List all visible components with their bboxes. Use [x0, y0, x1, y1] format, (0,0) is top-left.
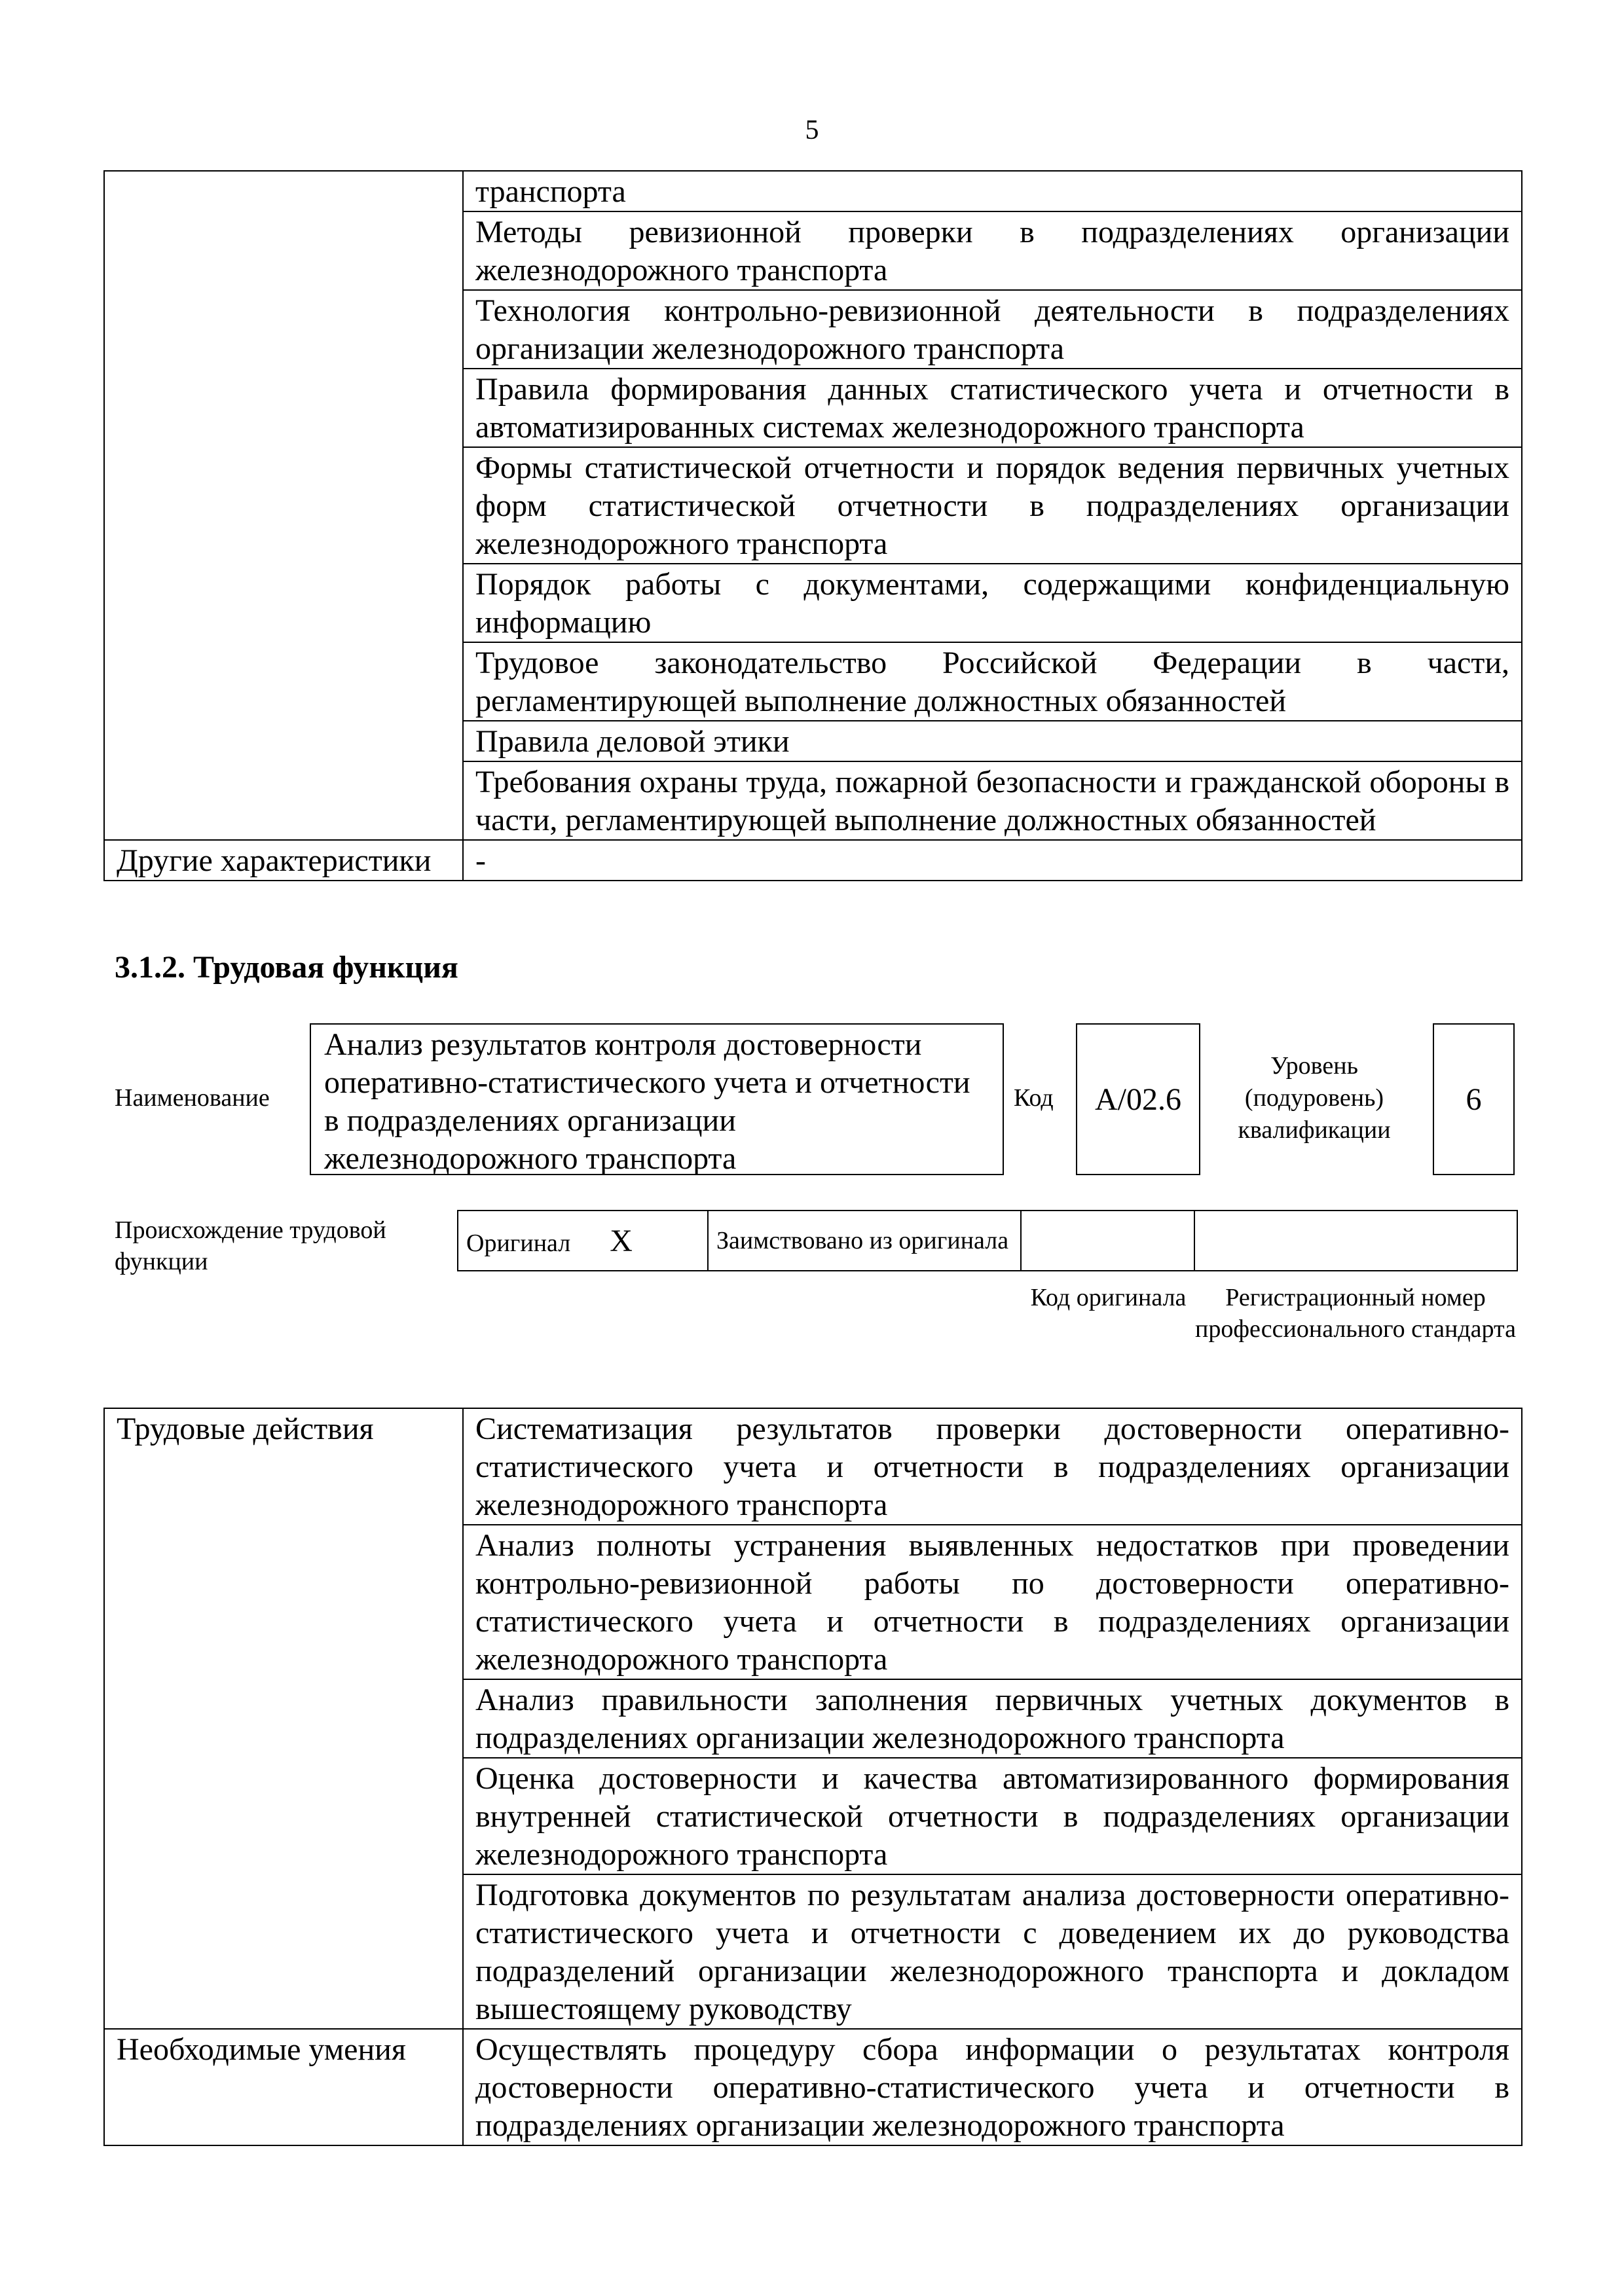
table-cell: Систематизация результатов проверки достоверности оперативно-статистического учета и отчетности в подразделениях организации железнодорожного транспорта	[463, 1408, 1522, 1525]
table-cell: Трудовое законодательство Российской Федерации в части, регламентирующей выполнение должностных обязанностей	[463, 642, 1522, 721]
origin-label: Происхождение трудовой функции	[115, 1216, 386, 1275]
origin-original-cell	[458, 1211, 708, 1271]
actions-table	[103, 1408, 1522, 2146]
table-cell: Оценка достоверности и качества автоматизированного формирования внутренней статистической отчетности в подразделениях организации железнодорожного транспорта	[463, 1758, 1522, 1874]
table-row	[104, 171, 1522, 211]
table-cell-continuation	[104, 171, 463, 840]
table-cell: Подготовка документов по результатам анализа достоверности оперативно-статистического учета и отчетности с доведением их до руководства подразделений организации железнодорожного транспорта и докладом вышестоящему руководству	[463, 1874, 1522, 2029]
required-skills-label: Необходимые умения	[104, 2029, 463, 2145]
code-original-caption: Код оригинала	[1030, 1284, 1187, 1311]
function-name-box: Анализ результатов контроля достоверности оперативно-статистического учета и отчетности в подразделениях организации железнодорожного транспорта	[310, 1023, 1004, 1175]
table-cell: Порядок работы с документами, содержащими конфиденциальную информацию	[463, 564, 1522, 642]
origin-borrowed-cell: Заимствовано из оригинала	[708, 1211, 1021, 1271]
table-cell: Осуществлять процедуру сбора информации о результатах контроля достоверности оперативно-статистического учета и отчетности в подразделениях организации железнодорожного транспорта	[463, 2029, 1522, 2145]
table-row	[104, 1408, 1522, 1525]
level-label: Уровень (подуровень) квалификации	[1238, 1052, 1391, 1144]
table-cell: Правила формирования данных статистического учета и отчетности в автоматизированных системах железнодорожного транспорта	[463, 369, 1522, 447]
origin-code-cell	[1021, 1211, 1194, 1271]
level-value-box: 6	[1433, 1023, 1515, 1175]
labor-actions-label: Трудовые действия	[104, 1408, 463, 2029]
table-row	[104, 840, 1522, 881]
knowledge-table	[103, 170, 1522, 881]
other-characteristics-value: -	[463, 840, 1522, 881]
original-label: Оригинал	[466, 1229, 571, 1257]
table-row	[104, 2029, 1522, 2145]
table-cell: Требования охраны труда, пожарной безопасности и гражданской обороны в части, регламентирующей выполнение должностных обязанностей	[463, 761, 1522, 840]
code-value-box: А/02.6	[1076, 1023, 1200, 1175]
name-label: Наименование	[115, 1084, 270, 1112]
table-cell: транспорта	[463, 171, 1522, 211]
other-characteristics-label: Другие характеристики	[104, 840, 463, 881]
table-cell: Анализ правильности заполнения первичных учетных документов в подразделениях организации железнодорожного транспорта	[463, 1679, 1522, 1758]
page-number: 5	[805, 115, 819, 145]
code-label: Код	[1014, 1084, 1054, 1112]
reg-number-caption: Регистрационный номер профессионального стандарта	[1195, 1284, 1516, 1343]
table-row	[458, 1211, 1517, 1271]
table-cell: Методы ревизионной проверки в подразделениях организации железнодорожного транспорта	[463, 211, 1522, 290]
origin-reg-cell	[1194, 1211, 1517, 1271]
section-heading: 3.1.2. Трудовая функция	[115, 950, 458, 985]
table-cell: Анализ полноты устранения выявленных недостатков при проведении контрольно-ревизионной работы по достоверности оперативно-статистического учета и отчетности в подразделениях организации железнодорожного транспорта	[463, 1525, 1522, 1679]
origin-table	[457, 1210, 1518, 1271]
table-cell: Формы статистической отчетности и порядок ведения первичных учетных форм статистической отчетности в подразделениях организации железнодорожного транспорта	[463, 447, 1522, 564]
original-mark: X	[610, 1223, 633, 1258]
table-cell: Технология контрольно-ревизионной деятельности в подразделениях организации железнодорожного транспорта	[463, 290, 1522, 369]
table-cell: Правила деловой этики	[463, 721, 1522, 761]
